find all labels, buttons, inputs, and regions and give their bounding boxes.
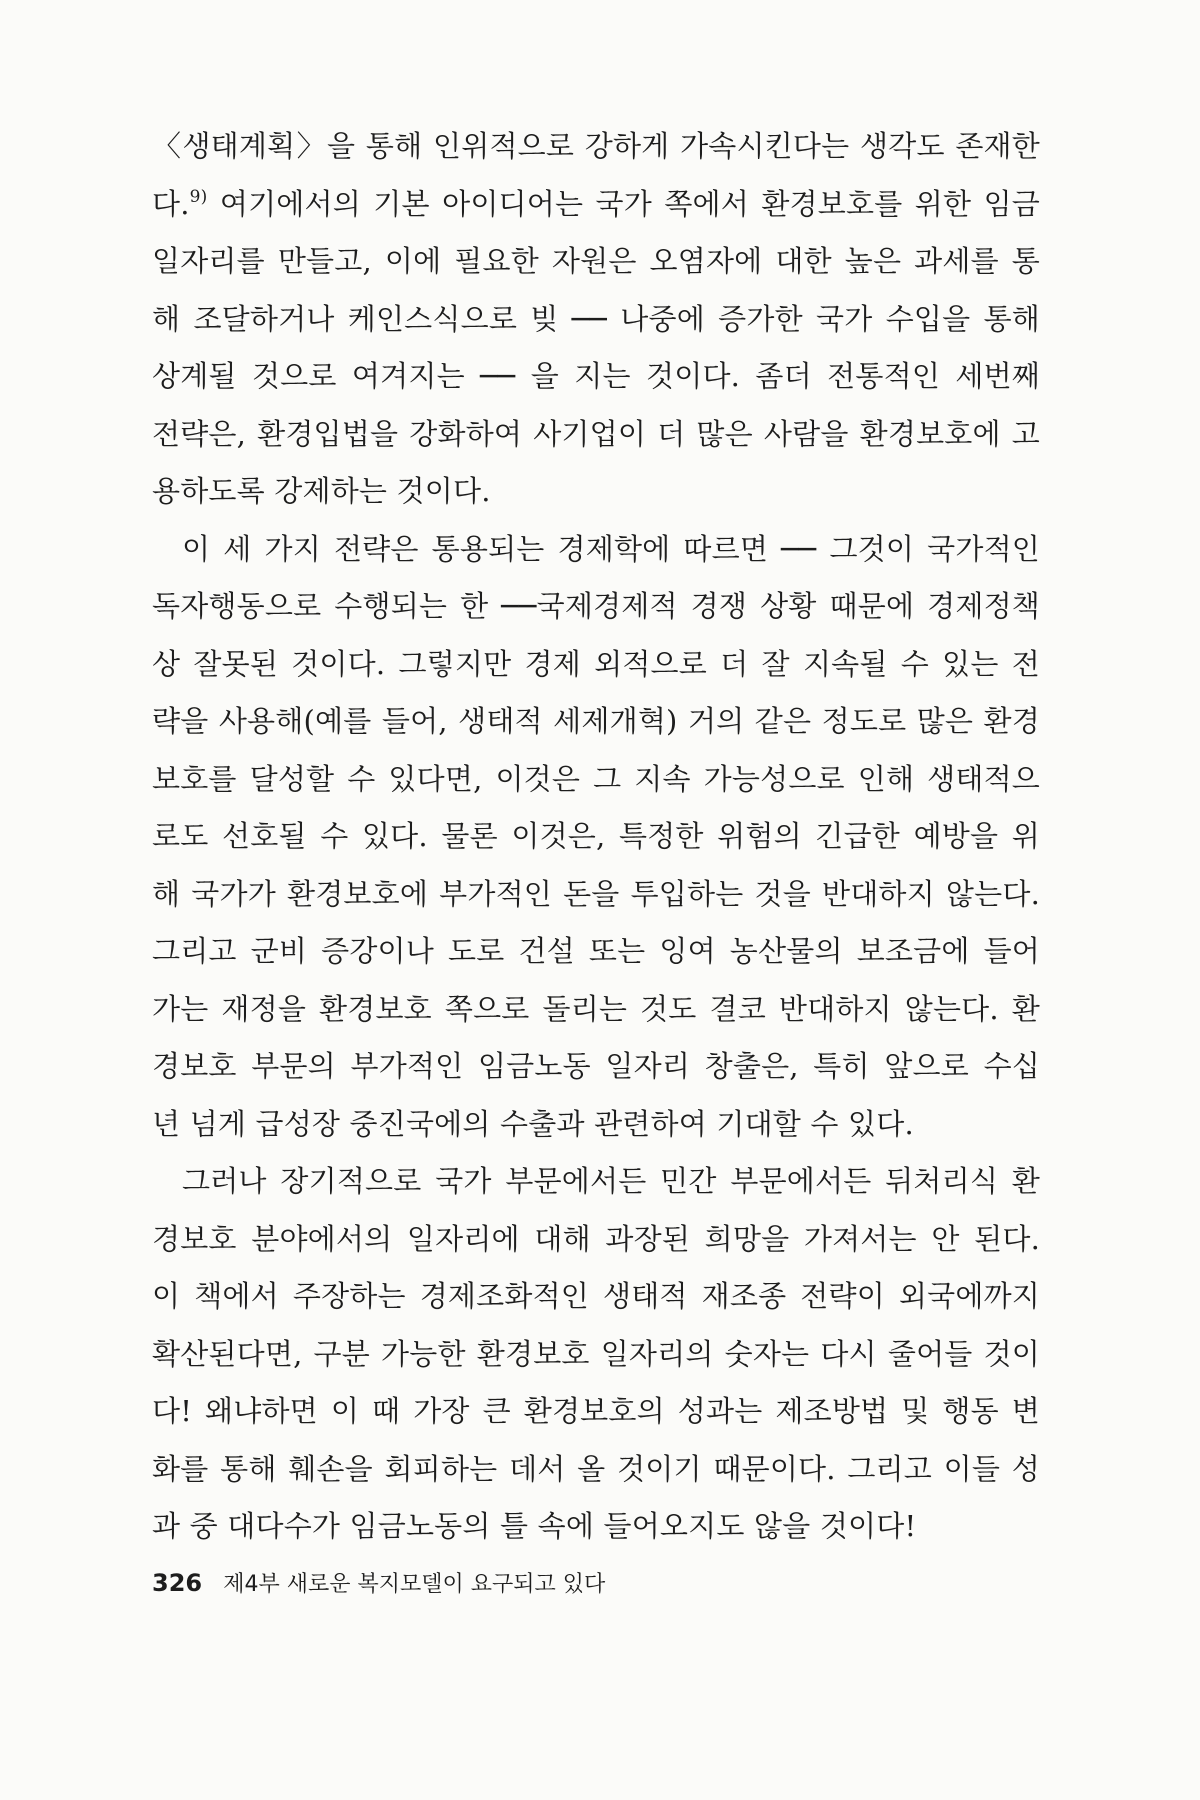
text-line: 〈생태계획〉을 통해 인위적으로 강하게 가속시킨다는 생각도 존재한 [152, 129, 1040, 163]
text-line: 전략은, 환경입법을 강화하여 사기업이 더 많은 사람을 환경보호에 고 [152, 416, 1040, 451]
page-footer [152, 1563, 605, 1603]
text-line: 략을 사용해(예를 들어, 생태적 세제개혁) 거의 같은 정도로 많은 환경 [152, 704, 1040, 738]
footnote-marker: 9) [189, 186, 208, 207]
text-line-prefix: 다. [152, 186, 190, 221]
paragraph-start-line: 이 세 가지 전략은 통용되는 경제학에 따르면 ── 그것이 국가적인 [182, 531, 1040, 566]
text-line: 다! 왜냐하면 이 때 가장 큰 환경보호의 성과는 제조방법 및 행동 변 [152, 1394, 1040, 1428]
text-line: 화를 통해 훼손을 회피하는 데서 올 것이기 때문이다. 그리고 이들 성 [152, 1451, 1040, 1486]
text-line: 해 조달하거나 케인스식으로 빚 ── 나중에 증가한 국가 수입을 통해 [152, 301, 1040, 336]
text-line: 가는 재정을 환경보호 쪽으로 돌리는 것도 결코 반대하지 않는다. 환 [152, 991, 1040, 1026]
text-line-rest: 여기에서의 기본 아이디어는 국가 쪽에서 환경보호를 위한 임금 [219, 186, 1040, 221]
text-line: 이 책에서 주장하는 경제조화적인 생태적 재조종 전략이 외국에까지 [152, 1279, 1040, 1313]
text-line: 상 잘못된 것이다. 그렇지만 경제 외적으로 더 잘 지속될 수 있는 전 [152, 646, 1040, 681]
text-line: 독자행동으로 수행되는 한 ──국제경제적 경쟁 상황 때문에 경제정책 [152, 589, 1040, 623]
text-line: 해 국가가 환경보호에 부가적인 돈을 투입하는 것을 반대하지 않는다. [152, 876, 1040, 911]
text-line: 일자리를 만들고, 이에 필요한 자원은 오염자에 대한 높은 과세를 통 [152, 244, 1040, 278]
page-number: 326 [152, 1569, 203, 1597]
text-line: 확산된다면, 구분 가능한 환경보호 일자리의 숫자는 다시 줄어들 것이 [152, 1336, 1040, 1371]
text-line: 상계될 것으로 여겨지는 ── 을 지는 것이다. 좀더 전통적인 세번째 [152, 359, 1040, 393]
text-line: 보호를 달성할 수 있다면, 이것은 그 지속 가능성으로 인해 생태적으 [152, 761, 1040, 796]
running-head: 제4부 새로운 복지모델이 요구되고 있다 [223, 1572, 606, 1597]
text-line: 경보호 부문의 부가적인 임금노동 일자리 창출은, 특히 앞으로 수십 [152, 1049, 1040, 1083]
text-line: 년 넘게 급성장 중진국에의 수출과 관련하여 기대할 수 있다. [152, 1106, 914, 1141]
text-line: 과 중 대다수가 임금노동의 틀 속에 들어오지도 않을 것이다! [152, 1509, 917, 1543]
text-line: 로도 선호될 수 있다. 물론 이것은, 특정한 위험의 긴급한 예방을 위 [152, 819, 1040, 853]
text-line: 경보호 분야에서의 일자리에 대해 과장된 희망을 가져서는 안 된다. [152, 1221, 1040, 1256]
text-line: 용하도록 강제하는 것이다. [152, 474, 491, 508]
body-text [152, 118, 1040, 1556]
text-line [152, 176, 1040, 234]
text-line: 그리고 군비 증강이나 도로 건설 또는 잉여 농산물의 보조금에 들어 [152, 934, 1040, 968]
paragraph-start-line: 그러나 장기적으로 국가 부문에서든 민간 부문에서든 뒤처리식 환 [182, 1164, 1040, 1198]
